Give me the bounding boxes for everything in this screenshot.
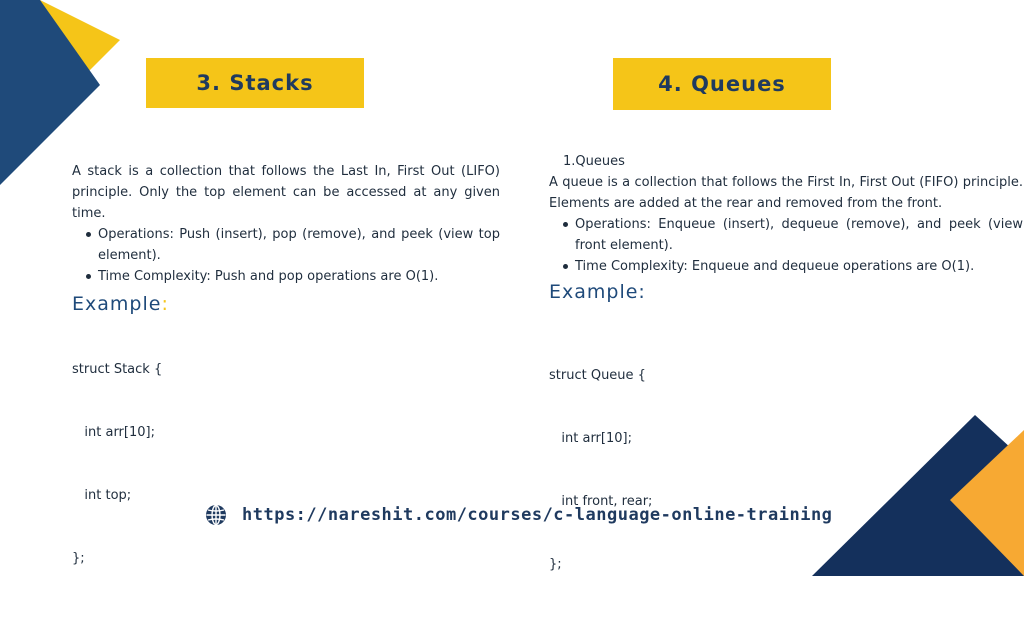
code-line: struct Queue { bbox=[549, 368, 646, 383]
footer-url[interactable]: https://nareshit.com/courses/c-language-online-training bbox=[242, 505, 833, 525]
stacks-intro: A stack is a collection that follows the Last In, First Out (LIFO) principle. Only the top element can be accessed at any given time. bbox=[72, 164, 500, 221]
bullet-dot bbox=[86, 232, 91, 237]
stacks-section bbox=[72, 161, 500, 611]
queues-intro: A queue is a collection that follows the First In, First Out (FIFO) principle. Elements are added at the rear and removed from the front. bbox=[549, 175, 1023, 211]
code-line: int front, rear; bbox=[549, 494, 653, 509]
example-colon: : bbox=[161, 293, 169, 315]
footer-link[interactable] bbox=[204, 503, 832, 527]
stacks-title: 3. Stacks bbox=[146, 58, 364, 108]
list-item bbox=[72, 266, 500, 287]
queues-bullet-operations: Operations: Enqueue (insert), dequeue (remove), and peek (view front element). bbox=[575, 217, 1023, 253]
queues-bullet-complexity: Time Complexity: Enqueue and dequeue operations are O(1). bbox=[575, 259, 975, 274]
code-line: int arr[10]; bbox=[72, 425, 155, 440]
queues-example-heading: Example: bbox=[549, 281, 646, 303]
queues-section bbox=[549, 151, 1023, 617]
code-line: }; bbox=[72, 551, 85, 566]
bullet-dot bbox=[86, 274, 91, 279]
stacks-bullet-complexity: Time Complexity: Push and pop operations are O(1). bbox=[98, 269, 439, 284]
code-line: }; bbox=[549, 557, 562, 572]
globe-icon bbox=[204, 503, 228, 527]
queues-code bbox=[549, 323, 1023, 617]
code-line: int arr[10]; bbox=[549, 431, 632, 446]
stacks-example-heading bbox=[72, 291, 500, 317]
queues-title: 4. Queues bbox=[613, 58, 831, 110]
list-item bbox=[549, 256, 1023, 277]
list-item bbox=[72, 224, 500, 266]
code-line: int top; bbox=[72, 488, 132, 503]
stacks-code bbox=[72, 317, 500, 611]
stacks-bullet-operations: Operations: Push (insert), pop (remove), and peek (view top element). bbox=[98, 227, 500, 263]
example-label: Example bbox=[72, 293, 162, 315]
code-line: struct Stack { bbox=[72, 362, 163, 377]
list-item bbox=[549, 214, 1023, 256]
bullet-dot bbox=[563, 264, 568, 269]
bullet-dot bbox=[563, 222, 568, 227]
queues-subheading: 1.Queues bbox=[563, 154, 625, 169]
